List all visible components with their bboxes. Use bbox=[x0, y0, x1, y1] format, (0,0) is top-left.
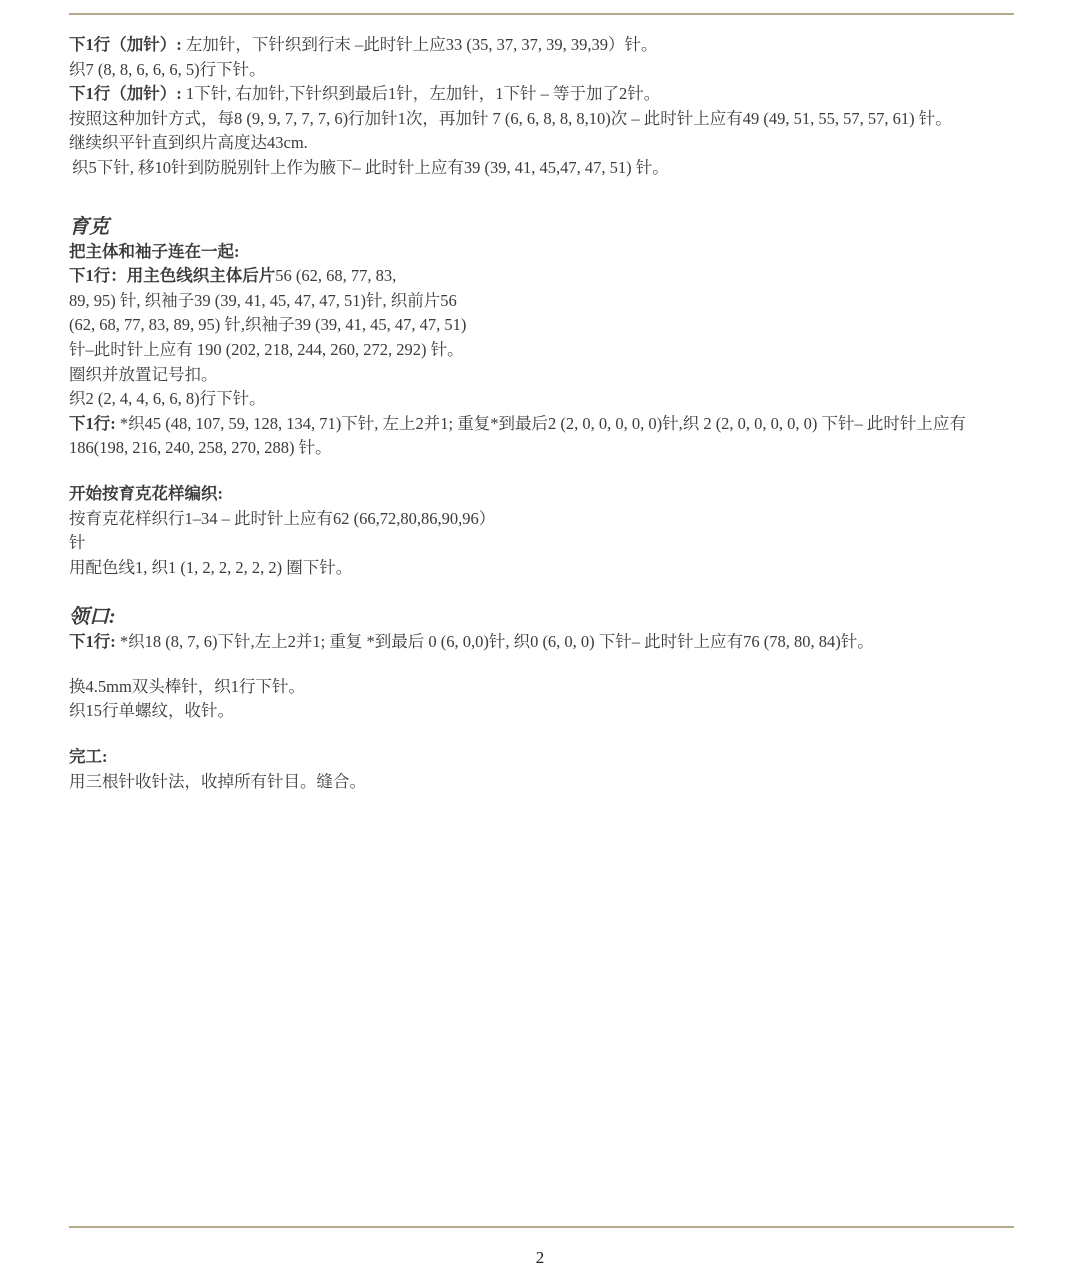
yoke-row-4: 针–此时针上应有 190 (202, 218, 244, 260, 272, 292) 针。 bbox=[69, 339, 464, 359]
top-rule bbox=[69, 13, 1014, 15]
yoke-row-5: 圈织并放置记号扣。 bbox=[69, 364, 218, 384]
spacer bbox=[69, 461, 1014, 482]
pattern-heading: 开始按育克花样编织: bbox=[69, 483, 223, 503]
finishing-text: 用三根针收针法，收掉所有针目。缝合。 bbox=[69, 771, 366, 791]
yoke-join-heading: 把主体和袖子连在一起: bbox=[69, 241, 240, 261]
spacer bbox=[69, 580, 1014, 604]
yoke-row-7 bbox=[69, 412, 1014, 461]
page-number: 2 bbox=[535, 1248, 545, 1267]
spacer bbox=[69, 181, 1014, 214]
section-title-yoke: 育克 bbox=[69, 215, 109, 238]
row-label: 下1行：用主色线织主体后片 bbox=[69, 266, 276, 286]
neckline-row-1 bbox=[69, 630, 1014, 655]
row-text: 56 (62, 68, 77, 83, bbox=[275, 266, 397, 286]
row-label: 下1行: bbox=[69, 413, 116, 433]
sleeve-underarm: 织5下针, 移10针到防脱别针上作为腋下– 此时针上应有39 (39, 41, 45,47, 47, 51) 针。 bbox=[72, 157, 669, 177]
spacer bbox=[69, 724, 1014, 745]
sleeve-increase-repeat: 按照这种加针方式，每8 (9, 9, 7, 7, 7, 6)行加针1次，再加针 7 (6, 6, 8, 8, 8,10)次 – 此时针上应有49 (49, 51, 55, 57, 57, 61) 针。 bbox=[69, 108, 952, 128]
sleeve-length: 继续织平针直到织片高度达43cm. bbox=[69, 133, 308, 153]
yoke-row-6: 织2 (2, 4, 4, 6, 6, 8)行下针。 bbox=[69, 389, 266, 409]
yoke-row-2: 89, 95) 针, 织袖子39 (39, 41, 45, 47, 47, 51)针, 织前片56 bbox=[69, 290, 457, 310]
pattern-row-2: 针 bbox=[69, 533, 86, 553]
yoke-row-3: (62, 68, 77, 83, 89, 95) 针,织袖子39 (39, 41, 45, 47, 47, 51) bbox=[69, 315, 467, 335]
neckline-row-2: 换4.5mm双头棒针，织1行下针。 bbox=[69, 676, 306, 696]
pattern-row-1: 按育克花样织行1–34 – 此时针上应有62 (66,72,80,86,90,96） bbox=[69, 508, 496, 528]
sleeve-row-increase-2 bbox=[69, 82, 1014, 107]
pattern-row-3: 用配色线1, 织1 (1, 2, 2, 2, 2, 2) 圈下针。 bbox=[69, 557, 353, 577]
finishing-heading: 完工: bbox=[69, 747, 108, 767]
neckline-row-3: 织15行单螺纹，收针。 bbox=[69, 701, 234, 721]
row-label: 下1行（加针）: bbox=[69, 35, 182, 54]
row-text: 左加针，下针织到行末 –此时针上应33 (35, 37, 37, 39, 39,39）针。 bbox=[181, 35, 658, 54]
row-text: 1下针, 右加针,下针织到最后1针，左加针，1下针 – 等于加了2针。 bbox=[181, 84, 661, 104]
spacer bbox=[69, 655, 1014, 675]
document-body bbox=[69, 33, 1014, 794]
section-title-neckline: 领口: bbox=[69, 606, 116, 629]
row-label: 下1行: bbox=[69, 632, 116, 652]
sleeve-row-increase-1 bbox=[69, 33, 1014, 58]
row-text: *织45 (48, 107, 59, 128, 134, 71)下针, 左上2并1; 重复*到最后2 (2, 0, 0, 0, 0, 0)针,织 2 (2, 0, 0, 0, 0, 0) 下针– 此时针上应有186(198, 216, 240, 258, 270, 288) 针。 bbox=[69, 413, 966, 458]
bottom-rule bbox=[69, 1226, 1014, 1228]
yoke-row-1 bbox=[69, 264, 1014, 289]
row-text: *织18 (8, 7, 6)下针,左上2并1; 重复 *到最后 0 (6, 0,0)针, 织0 (6, 0, 0) 下针– 此时针上应有76 (78, 80, 84)针。 bbox=[115, 632, 874, 652]
sleeve-rows-knit: 织7 (8, 8, 6, 6, 6, 5)行下针。 bbox=[69, 59, 266, 79]
row-label: 下1行（加针）: bbox=[69, 84, 182, 104]
